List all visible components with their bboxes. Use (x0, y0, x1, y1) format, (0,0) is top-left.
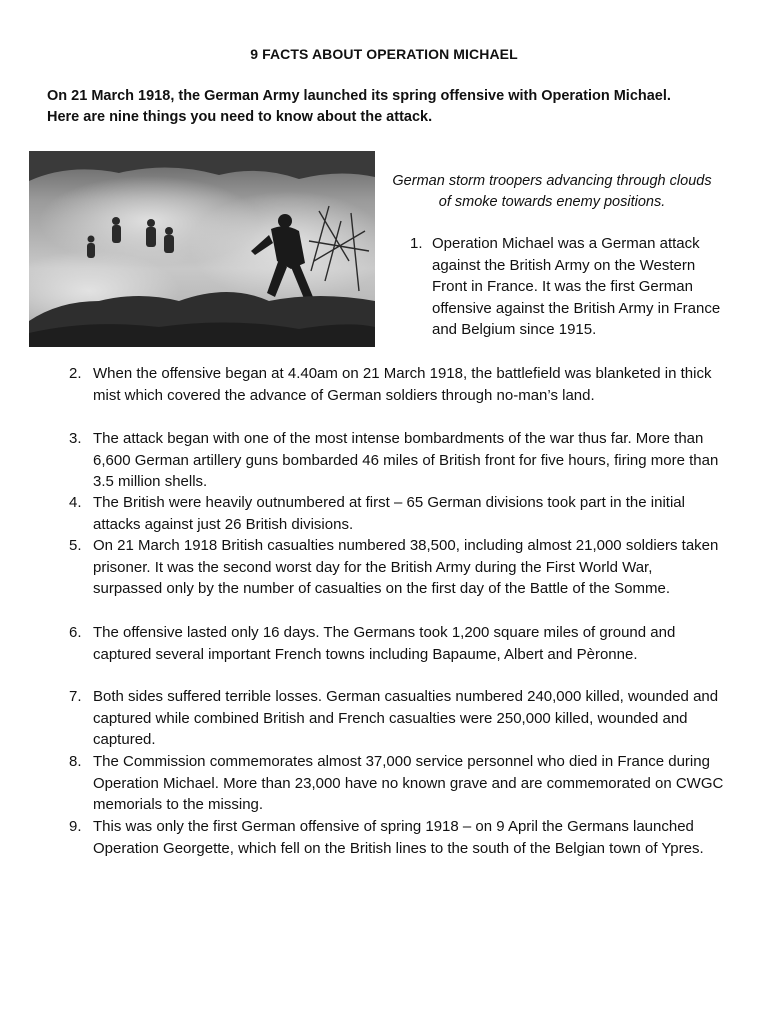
fact-item-4 (69, 492, 729, 536)
intro-paragraph: On 21 March 1918, the German Army launched its spring offensive with Operation Michael. Here are nine things you need to know about the attack. (47, 88, 671, 125)
fact-text: The offensive lasted only 16 days. The Germans took 1,200 square miles of ground and captured several important French towns including Bapaume, Albert and Pèronne. (93, 624, 676, 663)
fact-text: This was only the first German offensive of spring 1918 – on 9 April the Germans launched Operation Georgette, which fell on the British lines to the south of the Belgian town of Ypres. (93, 818, 704, 857)
fact-item-8 (69, 751, 729, 817)
fact-item-3 (69, 428, 729, 494)
fact-text: The British were heavily outnumbered at first – 65 German divisions took part in the initial attacks against just 26 British divisions. (93, 494, 685, 533)
fact-text: Operation Michael was a German attack against the British Army on the Western Front in France. It was the first German offensive against the British Army in France and Belgium since 1915. (432, 235, 721, 339)
fact-number: 4. (69, 494, 82, 511)
fact-item-1 (410, 233, 730, 363)
fact-text: On 21 March 1918 British casualties numbered 38,500, including almost 21,000 soldiers taken prisoner. It was the second worst day for the British Army during the First World War, surpassed only by the number of casualties on the first day of the Battle of the Somme. (93, 537, 719, 598)
fact-number: 7. (69, 688, 82, 705)
fact-number: 9. (69, 818, 82, 835)
fact-number: 6. (69, 624, 82, 641)
fact-number: 1. (410, 235, 423, 252)
fact-item-9 (69, 816, 729, 882)
fact-text: The Commission commemorates almost 37,000 service personnel who died in France during Operation Michael. More than 23,000 have no known grave and are commemorated on CWGC memorials to the missing. (93, 753, 724, 814)
fact-number: 5. (69, 537, 82, 554)
fact-text: Both sides suffered terrible losses. German casualties numbered 240,000 killed, wounded and captured while combined British and French casualties were 250,000 killed, wounded and captured. (93, 688, 719, 749)
document-title: 9 FACTS ABOUT OPERATION MICHAEL (250, 46, 518, 62)
fact-number: 2. (69, 365, 82, 382)
fact-text: The attack began with one of the most intense bombardments of the war thus far. More than 6,600 German artillery guns bombarded 46 miles of British front for five hours, firing more than 3.5 million shells. (93, 430, 719, 491)
fact-number: 3. (69, 430, 82, 447)
fact-item-7 (69, 686, 729, 752)
fact-text: When the offensive began at 4.40am on 21 March 1918, the battlefield was blanketed in thick mist which covered the advance of German soldiers through no-man’s land. (93, 365, 712, 404)
photo-caption: German storm troopers advancing through clouds of smoke towards enemy positions. (392, 173, 712, 210)
fact-item-6 (69, 622, 729, 688)
fact-item-5 (69, 535, 729, 623)
storm-troopers-photo (29, 151, 375, 347)
fact-item-2 (69, 363, 729, 429)
fact-number: 8. (69, 753, 82, 770)
